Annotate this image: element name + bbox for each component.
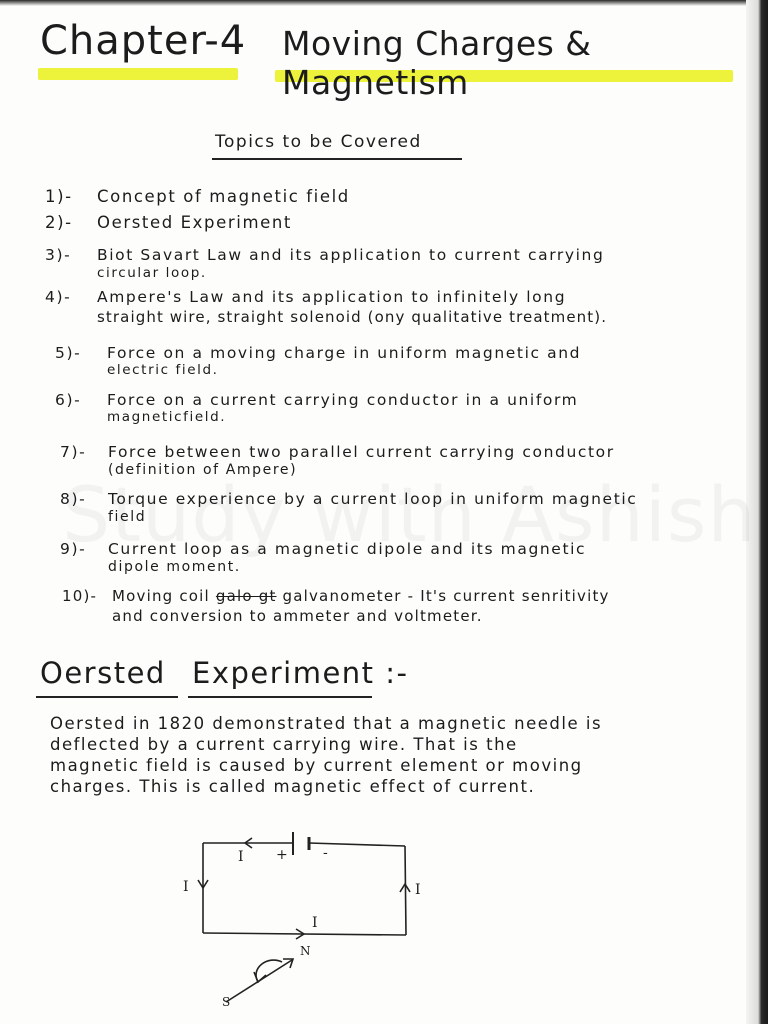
chapter-title: Moving Charges & Magnetism (282, 24, 592, 102)
wire-right (405, 846, 406, 935)
topic-text: Ampere's Law and its application to infinitely long (97, 288, 567, 306)
topic-item-7: 7)- Force between two parallel current carrying conductor (definition of Ampere) (60, 443, 615, 478)
section-title-experiment: Experiment :- (192, 656, 409, 690)
chapter-number: Chapter-4 (40, 18, 247, 64)
topic-item-9: 9)- Current loop as a magnetic dipole and its magnetic dipole moment. (60, 540, 587, 575)
topic-item-6: 6)- Force on a current carrying conductor in a uniform magneticfield. (55, 391, 579, 425)
topic-item-1: 1)- Concept of magnetic field (45, 187, 350, 206)
topic-text-cont: field (108, 509, 147, 525)
topic-text-cont: magneticfield. (107, 409, 227, 425)
paragraph-line: magnetic field is caused by current element or moving (50, 756, 583, 775)
topic-text: Force between two parallel current carrying conductor (108, 443, 615, 461)
label-current-top: I (238, 849, 244, 865)
paragraph-line: deflected by a current carrying wire. That is the (50, 735, 518, 754)
topic-text-cont: (definition of Ampere) (108, 462, 298, 478)
label-minus: - (323, 845, 328, 861)
topic-item-4: 4)- Ampere's Law and its application to infinitely long straight wire, straight solenoid (ony qualitative treatment). (45, 288, 608, 326)
topic-text-cont: and conversion to ammeter and voltmeter. (112, 607, 483, 625)
paragraph-line: Oersted in 1820 demonstrated that a magnetic needle is (50, 714, 603, 733)
paragraph-line: charges. This is called magnetic effect of current. (50, 777, 536, 796)
label-current-bottom: I (312, 915, 318, 931)
topic-text-cont: straight wire, straight solenoid (ony qualitative treatment). (97, 308, 608, 326)
rotation-arc-icon (256, 960, 282, 982)
label-current-left: I (183, 879, 189, 895)
topic-text: Oersted Experiment (97, 213, 292, 232)
topic-text: Torque experience by a current loop in uniform magnetic (108, 490, 638, 508)
label-south: S (222, 995, 231, 1009)
topic-text-cont: electric field. (107, 362, 219, 378)
topic-text: Biot Savart Law and its application to current carrying (97, 246, 605, 264)
topic-item-2: 2)- Oersted Experiment (45, 213, 292, 232)
label-current-right: I (415, 882, 421, 898)
label-plus: + (276, 847, 288, 863)
topic-item-5: 5)- Force on a moving charge in uniform magnetic and electric field. (55, 344, 582, 378)
section-title-oersted: Oersted (40, 656, 166, 690)
topic-text: Current loop as a magnetic dipole and its magnetic (108, 540, 587, 558)
topic-item-3: 3)- Biot Savart Law and its application to current carrying circular loop. (45, 246, 605, 281)
topic-text: Force on a current carrying conductor in a uniform (107, 391, 579, 409)
topic-text: galvanometer - It's current senritivity (282, 587, 610, 605)
topic-text-cont: dipole moment. (108, 559, 241, 575)
topic-text: Concept of magnetic field (97, 187, 350, 206)
topics-heading: Topics to be Covered (215, 132, 422, 152)
topic-text-cont: circular loop. (97, 265, 207, 281)
topic-text: Force on a moving charge in uniform magnetic and (107, 344, 582, 362)
topic-text: Moving coil (112, 587, 210, 605)
label-north: N (300, 944, 311, 958)
topic-item-10: 10)- Moving coil galo gt galvanometer - It's current senritivity and conversion to ammeter and voltmeter. (62, 587, 610, 625)
struck-text: galo gt (215, 587, 277, 605)
topic-item-8: 8)- Torque experience by a current loop in uniform magnetic field (60, 490, 638, 525)
